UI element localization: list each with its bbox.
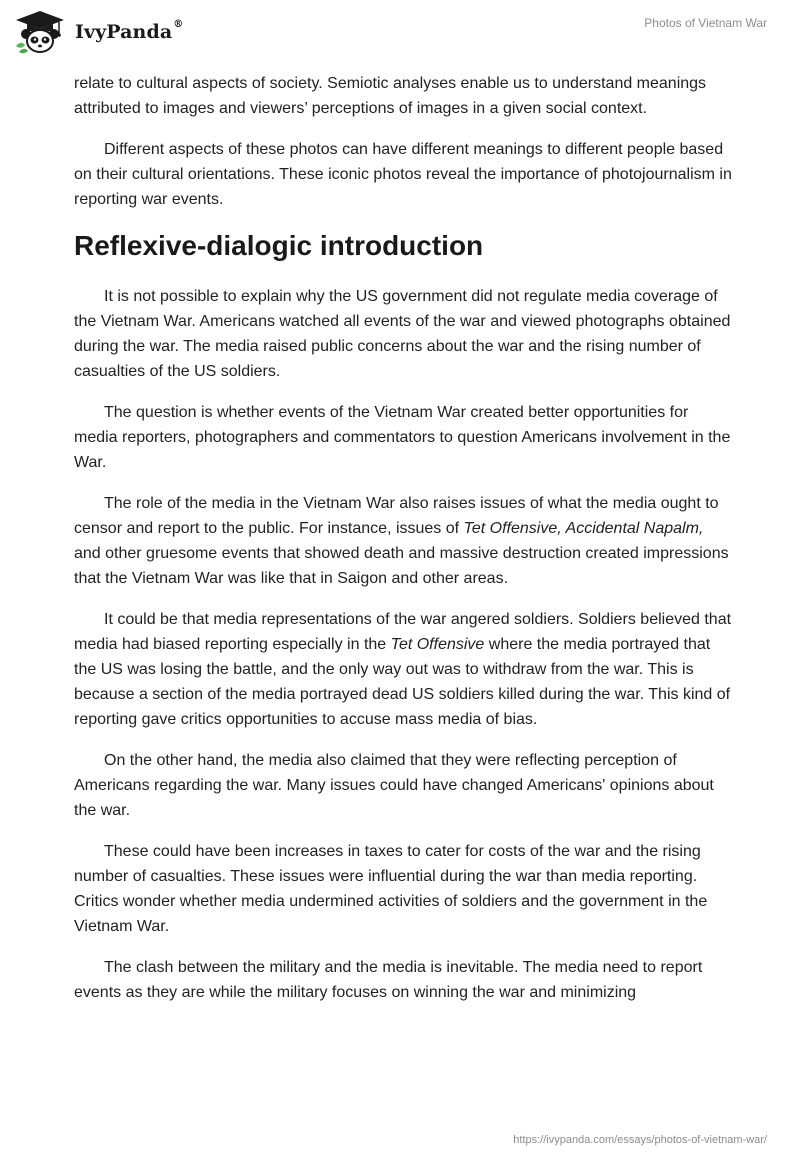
essay-body — [74, 71, 734, 1021]
italic-phrase: Tet Offensive — [390, 636, 485, 653]
ivypanda-logo[interactable] — [13, 10, 183, 54]
paragraph: The role of the media in the Vietnam War also raises issues of what the media ought to censor and report to the public. For instance, issues of Tet Offensive, Accidental Napalm, and other gruesome events that showed death and massive destruction created impressions that the Vietnam War was like that in Saigon and other areas. — [74, 495, 729, 587]
paragraph: It could be that media representations of the war angered soldiers. Soldiers believed that media had biased reporting especially in the Tet Offensive where the media portrayed that the US was losing the battle, and the only way out was to withdraw from the war. This is because a section of the media portrayed dead US soldiers killed during the war. This kind of reporting gave critics opportunities to accuse mass media of bias. — [74, 611, 732, 728]
paragraph: The clash between the military and the media is inevitable. The media need to report events as they are while the military focuses on winning the war and minimizing — [74, 959, 703, 1001]
paragraph: On the other hand, the media also claimed that they were reflecting perception of Americans regarding the war. Many issues could have changed Americans' opinions about the war. — [74, 752, 714, 819]
logo-wordmark: IvyPanda ® — [75, 19, 184, 43]
paragraph: These could have been increases in taxes to cater for costs of the war and the rising number of casualties. These issues were influential during the war than media reporting. Critics wonder whether media undermined activities of soldiers and the government in the Vietnam War. — [74, 843, 708, 935]
source-url[interactable]: https://ivypanda.com/essays/photos-of-vietnam-war/ — [513, 1134, 767, 1146]
italic-phrase: Tet Offensive, Accidental Napalm, — [463, 520, 704, 537]
paragraph: The question is whether events of the Vietnam War created better opportunities for media reporters, photographers and commentators to question Americans involvement in the War. — [74, 404, 731, 471]
document-title: Photos of Vietnam War — [644, 16, 767, 30]
section-heading: Reflexive-dialogic introduction — [74, 230, 484, 261]
paragraph: relate to cultural aspects of society. Semiotic analyses enable us to understand meanings attributed to images and viewers’ perceptions of images in a given social context. — [74, 75, 707, 117]
panda-graduation-cap-icon — [13, 10, 67, 54]
paragraph: It is not possible to explain why the US government did not regulate media coverage of the Vietnam War. Americans watched all events of the war and viewed photographs obtained during the war. The media raised public concerns about the war and the rising number of casualties of the US soldiers. — [74, 288, 731, 380]
page-header — [0, 0, 800, 60]
paragraph: Different aspects of these photos can have different meanings to different people based on their cultural orientations. These iconic photos reveal the importance of photojournalism in reporting war events. — [74, 141, 732, 208]
